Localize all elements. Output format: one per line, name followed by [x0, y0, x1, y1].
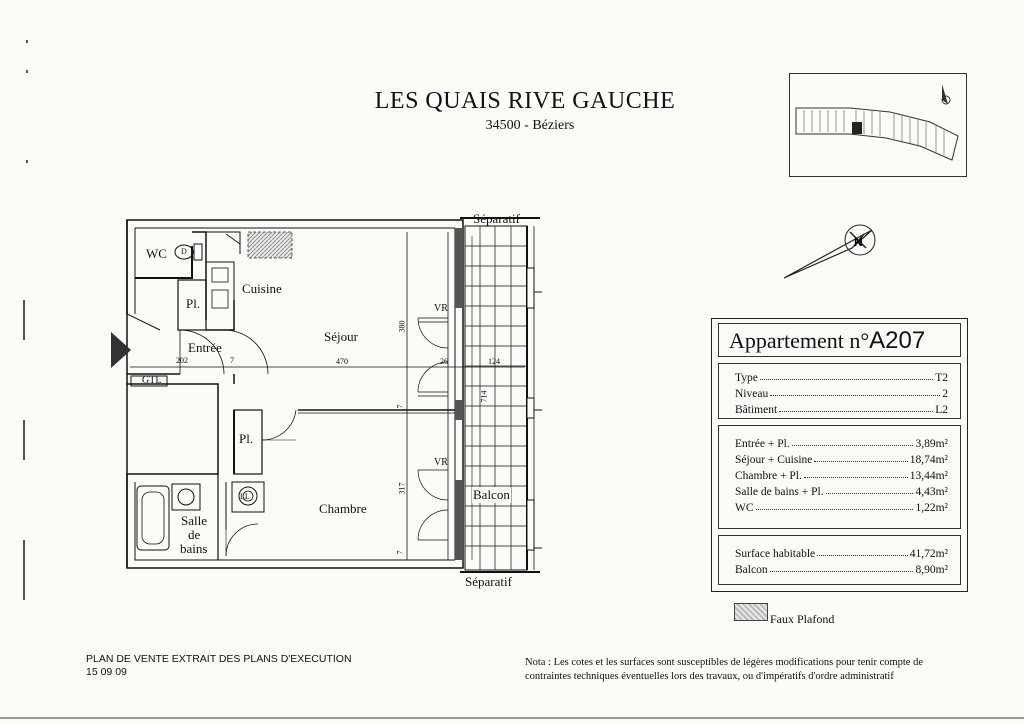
gtl-label: GTL: [142, 375, 162, 386]
apartment-title-prefix: Appartement n°: [729, 328, 870, 353]
room-sdb-label-3: bains: [180, 541, 208, 556]
info-row-type: Type T2: [735, 372, 948, 384]
room-sdb-label-2: de: [188, 527, 201, 542]
general-section: [718, 363, 961, 419]
dim-26: 26: [440, 357, 448, 366]
project-city: 34500 - Béziers: [485, 118, 575, 133]
room-balcon-label: Balcon: [473, 487, 510, 502]
dim-7a: 7: [230, 356, 234, 365]
dim-470: 470: [336, 357, 348, 366]
info-row-niveau: Niveau 2: [735, 388, 948, 400]
room-cuisine-label: Cuisine: [242, 281, 282, 296]
wc-pan-label: D: [181, 247, 187, 256]
room-chambre-label: Chambre: [319, 501, 367, 516]
surfaces-section: [718, 425, 961, 529]
info-row-sdb: Salle de bains + Pl. 4,43m²: [735, 486, 948, 498]
room-pl-mid-label: Pl.: [239, 431, 254, 446]
faux-plafond-swatch: [734, 603, 768, 621]
project-title: LES QUAIS RIVE GAUCHE: [374, 88, 676, 114]
separatif-bottom-label: Séparatif: [465, 574, 512, 589]
info-row-batiment: Bâtiment L2: [735, 404, 948, 416]
disclaimer-note: Nota : Les cotes et les surfaces sont susceptibles de légères modifications pour tenir compte de contraintes techniques éventuelles lors des travaux, ou d'impératifs d'ordre administratif: [525, 657, 924, 682]
info-row-chambre: Chambre + Pl. 13,44m²: [735, 470, 948, 482]
room-pl-top-label: Pl.: [186, 296, 201, 311]
vr-bottom-label: VR: [434, 457, 448, 468]
room-sejour-label: Séjour: [324, 329, 358, 344]
room-wc-label: WC: [146, 246, 167, 261]
plan-date: 15 09 09: [86, 666, 127, 678]
apartment-number: A207: [869, 327, 926, 354]
washing-label: LL: [240, 492, 250, 501]
info-row-sejour: Séjour + Cuisine 18,74m²: [735, 454, 948, 466]
dim-202: 202: [176, 356, 188, 365]
totals-section: [718, 535, 961, 585]
plan-source-line: PLAN DE VENTE EXTRAIT DES PLANS D'EXECUTION: [86, 653, 352, 665]
plan-source-note: [86, 653, 352, 679]
dim-7b: 7: [395, 404, 405, 409]
room-entree-label: Entrée: [188, 340, 222, 355]
dim-714: 714: [479, 390, 489, 403]
info-row-entree: Entrée + Pl. 3,89m²: [735, 438, 948, 450]
apartment-title: [718, 323, 961, 357]
dim-7c: 7: [395, 550, 405, 555]
room-sdb-label-1: Salle: [181, 513, 207, 528]
faux-plafond-label: Faux Plafond: [770, 612, 835, 626]
dim-124: 124: [488, 357, 500, 366]
apartment-info-box: [711, 318, 968, 592]
dim-317: 317: [397, 482, 407, 495]
info-row-surface-habitable: Surface habitable 41,72m²: [735, 548, 948, 560]
info-row-balcon: Balcon 8,90m²: [735, 564, 948, 576]
entrance-arrow-icon: [111, 332, 131, 368]
vr-top-label: VR: [434, 303, 448, 314]
info-row-wc: WC 1,22m²: [735, 502, 948, 514]
separatif-top-label: Séparatif: [473, 211, 520, 226]
svg-text:N: N: [854, 235, 863, 249]
dim-380: 380: [397, 320, 407, 333]
